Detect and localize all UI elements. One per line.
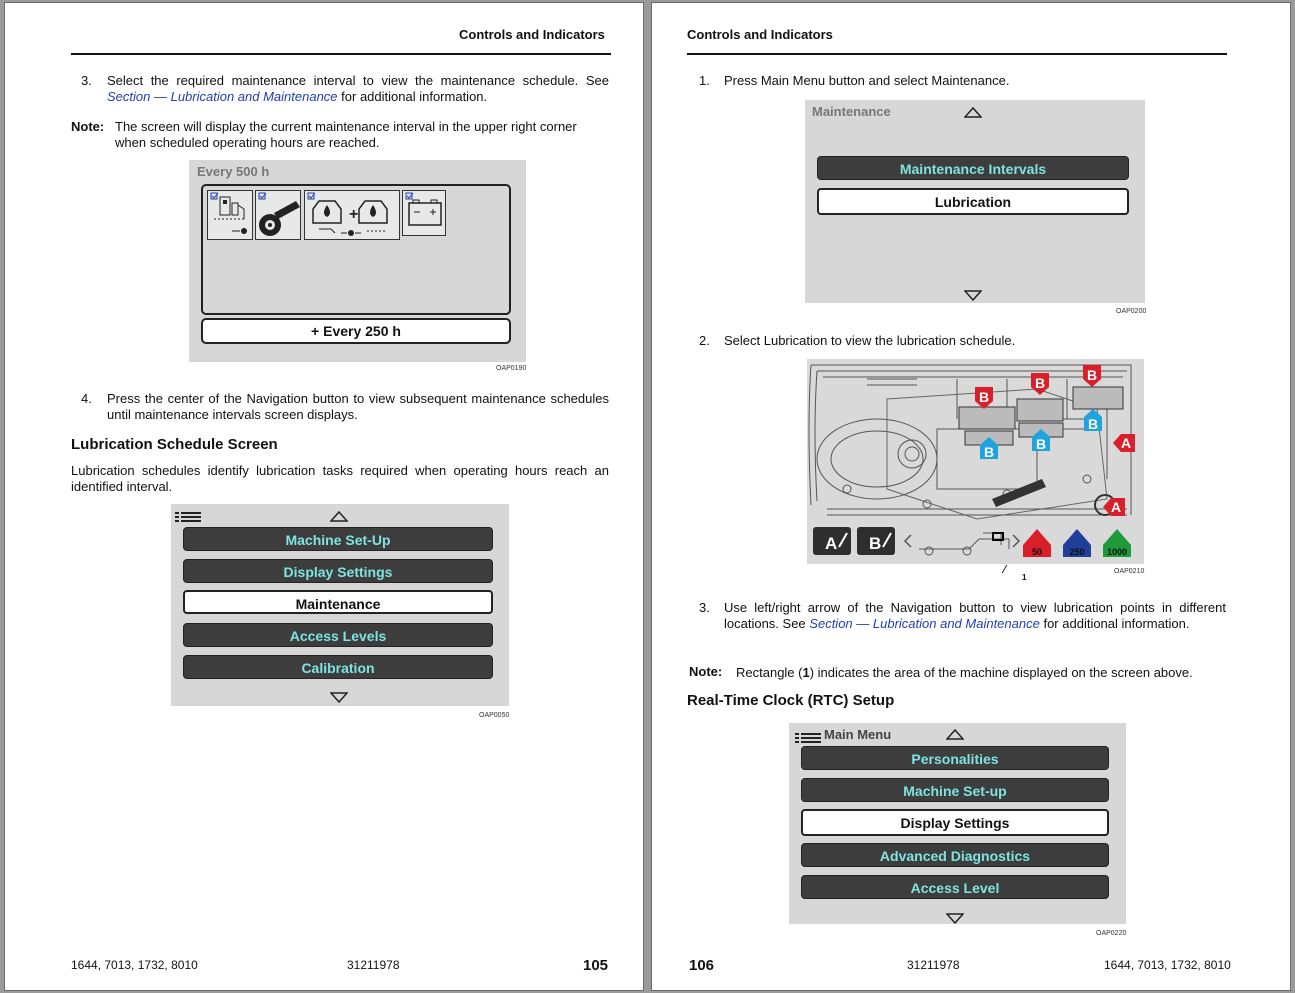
step-number: 2. xyxy=(699,333,710,348)
page-number: 105 xyxy=(583,957,609,974)
footer-doc-number: 31211978 xyxy=(907,958,960,972)
marker-b-label: B xyxy=(1035,436,1047,452)
left-page xyxy=(4,2,644,991)
menu-item-display-settings[interactable]: Display Settings xyxy=(183,559,493,583)
note-label: Note: xyxy=(689,664,723,679)
callout-number: 1 xyxy=(1022,573,1027,582)
step-number: 1. xyxy=(699,73,710,88)
menu-item-access-level[interactable]: Access Level xyxy=(801,875,1109,899)
figure-id: OAP0220 xyxy=(1096,930,1127,937)
figure-id: OAP0050 xyxy=(479,712,510,719)
step-number: 3. xyxy=(699,600,710,615)
header-rule xyxy=(687,53,1227,55)
running-head: Controls and Indicators xyxy=(687,27,833,42)
right-page xyxy=(651,2,1291,991)
menu-item-machine-set-up[interactable]: Machine Set-Up xyxy=(183,527,493,551)
screen-title: Maintenance xyxy=(812,104,891,119)
note-text xyxy=(736,665,1236,681)
interval-1000-label: 1000 xyxy=(1106,547,1128,557)
svg-text:+: + xyxy=(349,206,359,223)
maintenance-menu-figure xyxy=(805,100,1145,303)
machine-drawing xyxy=(807,359,1144,564)
fuel-filter-icon xyxy=(207,190,253,240)
footer-doc-number: 31211978 xyxy=(347,958,400,972)
scroll-down-icon[interactable] xyxy=(330,690,348,708)
figure-id: OAP0210 xyxy=(1114,568,1145,575)
figure-id: OAP0190 xyxy=(496,365,527,372)
step-text-tail: for additional information. xyxy=(341,89,488,104)
marker-b-label: B xyxy=(978,389,990,405)
callout-leader xyxy=(1002,565,1008,573)
oil-change-icon xyxy=(304,190,400,240)
step-text-tail: for additional information. xyxy=(1043,616,1190,631)
scroll-down-icon[interactable] xyxy=(964,288,982,306)
step-text: Use left/right arrow of the Navigation button to view lubrication points in different locations. See xyxy=(724,600,1226,631)
maintenance-interval-figure xyxy=(189,160,526,362)
scroll-up-icon[interactable] xyxy=(946,727,964,745)
footer-models: 1644, 7013, 1732, 8010 xyxy=(1104,958,1231,972)
header-rule xyxy=(71,53,611,55)
footer-models: 1644, 7013, 1732, 8010 xyxy=(71,958,198,972)
section-link[interactable]: Section — Lubrication and Maintenance xyxy=(809,616,1040,631)
menu-list-icon xyxy=(175,509,203,527)
legend-b-label: B xyxy=(869,534,882,553)
legend-a-label: A xyxy=(825,534,838,553)
note-text-part: ) indicates the area of the machine displayed on the screen above. xyxy=(809,665,1193,680)
marker-b-label: B xyxy=(1034,375,1046,391)
step-4-text: Press the center of the Navigation button to view subsequent maintenance schedules until maintenance intervals screen displays. xyxy=(107,391,609,422)
figure-id: OAP0200 xyxy=(1116,308,1147,315)
rtc-main-menu-figure xyxy=(789,723,1126,924)
step-number: 3. xyxy=(81,73,92,88)
scroll-up-icon[interactable] xyxy=(330,509,348,527)
note-text: The screen will display the current maintenance interval in the upper right corner when scheduled operating hours are reached. xyxy=(115,119,577,150)
running-head: Controls and Indicators xyxy=(459,27,605,42)
step-1-text: Press Main Menu button and select Maintenance. xyxy=(724,73,1010,88)
step-2-text: Select Lubrication to view the lubrication schedule. xyxy=(724,333,1016,348)
menu-item-maintenance-intervals[interactable]: Maintenance Intervals xyxy=(817,156,1129,180)
scroll-down-icon[interactable] xyxy=(946,911,964,929)
menu-item-access-levels[interactable]: Access Levels xyxy=(183,623,493,647)
page-number: 106 xyxy=(689,957,715,974)
interval-50-label: 50 xyxy=(1031,547,1043,557)
interval-250-label: 250 xyxy=(1069,547,1085,557)
marker-b-label: B xyxy=(983,444,995,460)
interval-header: Every 500 h xyxy=(197,164,270,179)
marker-a-label: A xyxy=(1110,499,1122,515)
lubrication-diagram-figure xyxy=(807,359,1144,564)
step-text: Select the required maintenance interval to view the maintenance schedule. See xyxy=(107,73,609,88)
scroll-up-icon[interactable] xyxy=(964,105,982,123)
note-text-part: Rectangle ( xyxy=(736,665,803,680)
screen-title: Main Menu xyxy=(824,727,892,742)
battery-icon xyxy=(402,190,446,236)
air-filter-icon xyxy=(255,190,301,240)
marker-b-label: B xyxy=(1087,416,1099,432)
menu-item-maintenance[interactable]: Maintenance xyxy=(183,590,493,614)
step-3-text xyxy=(724,600,1226,632)
menu-item-display-settings[interactable]: Display Settings xyxy=(801,809,1109,836)
menu-item-lubrication[interactable]: Lubrication xyxy=(817,188,1129,215)
note-label: Note: xyxy=(71,119,105,134)
menu-item-personalities[interactable]: Personalities xyxy=(801,746,1109,770)
note-bold: 1 xyxy=(802,665,810,680)
step-3-text xyxy=(107,73,609,105)
next-interval-button[interactable]: + Every 250 h xyxy=(201,318,511,344)
menu-item-machine-set-up[interactable]: Machine Set-up xyxy=(801,778,1109,802)
step-number: 4. xyxy=(81,391,92,406)
task-panel xyxy=(201,184,511,315)
body-paragraph: Lubrication schedules identify lubrication tasks required when operating hours reach an identified interval. xyxy=(71,463,609,494)
section-heading: Real-Time Clock (RTC) Setup xyxy=(687,692,895,709)
menu-item-calibration[interactable]: Calibration xyxy=(183,655,493,679)
section-heading: Lubrication Schedule Screen xyxy=(71,436,278,453)
menu-item-advanced-diagnostics[interactable]: Advanced Diagnostics xyxy=(801,843,1109,867)
marker-b-label: B xyxy=(1086,367,1098,383)
main-menu-figure xyxy=(171,504,509,706)
section-link[interactable]: Section — Lubrication and Maintenance xyxy=(107,89,338,104)
marker-a-label: A xyxy=(1120,435,1132,451)
